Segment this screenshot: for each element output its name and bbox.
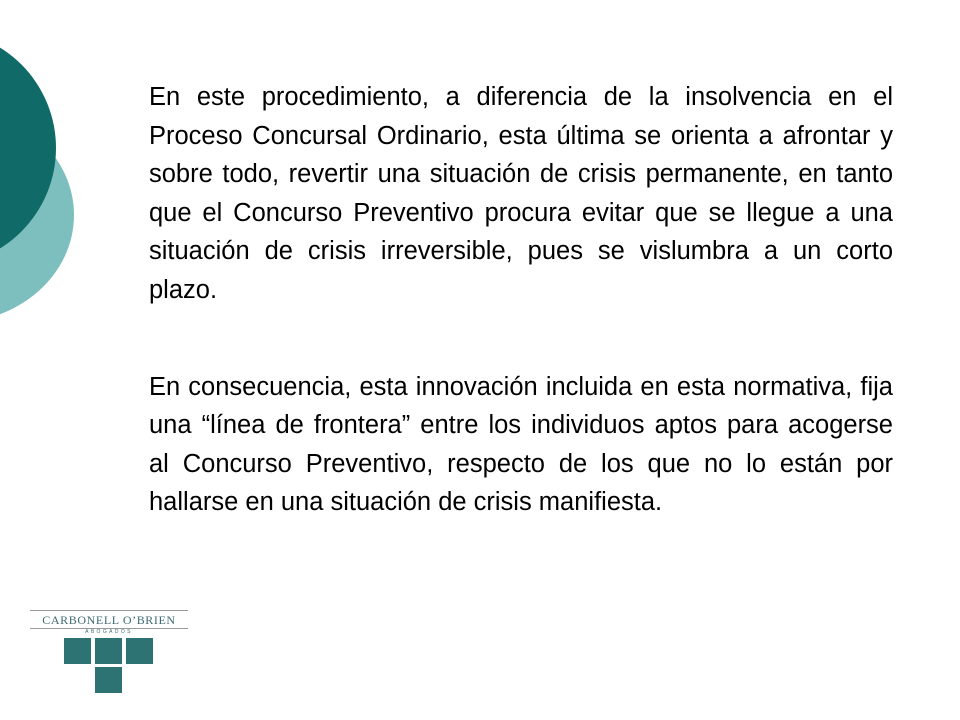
- company-logo: [30, 608, 190, 698]
- logo-square: [126, 638, 153, 664]
- logo-top-rule: [30, 610, 188, 611]
- paragraph-consecuencia: En consecuencia, esta innovación incluida en esta normativa, fija una “línea de frontera” entre los individuos aptos para acogerse al Concurso Preventivo, respecto de los que no lo están por hallarse en una situación de crisis manifiesta.: [149, 372, 893, 517]
- slide-body: [149, 78, 893, 522]
- logo-square: [64, 638, 91, 664]
- logo-subtitle: ABOGADOS: [85, 629, 133, 635]
- paragraph-procedimiento: En este procedimiento, a diferencia de la insolvencia en el Proceso Concursal Ordinario, esta última se orienta a afrontar y sobre todo, revertir una situación de crisis permanente, en tanto que el Concurso Preventivo procura evitar que se llegue a una situación de crisis irreversible, pues se vislumbra a un corto plazo.: [149, 83, 893, 304]
- logo-square: [95, 667, 122, 693]
- logo-name: CARBONELL O’BRIEN: [42, 613, 176, 627]
- logo-square: [95, 638, 122, 664]
- decorative-teal-shapes: [0, 0, 120, 340]
